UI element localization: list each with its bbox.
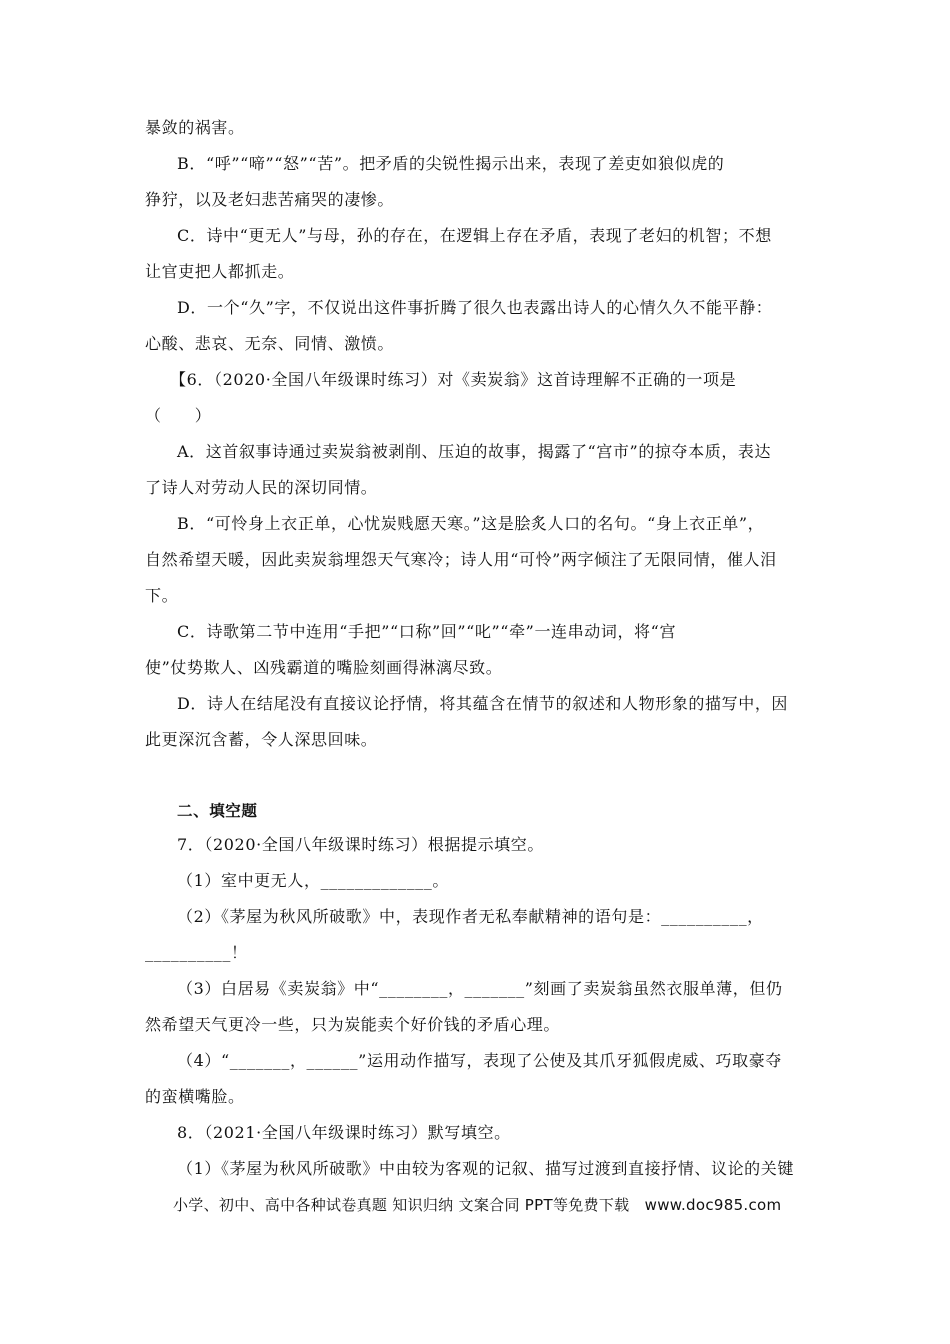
q6-option-d-line1: D．诗人在结尾没有直接议论抒情，将其蕴含在情节的叙述和人物形象的描写中，因 — [177, 694, 789, 713]
q6-option-b-line1: B．“可怜身上衣正单，心忧炭贱愿天寒。”这是脍炙人口的名句。“身上衣正单”， — [177, 514, 765, 533]
q7-part2-line2: __________！ — [145, 943, 248, 962]
q6-option-c-line2: 使”仗势欺人、凶残霸道的嘴脸刻画得淋漓尽致。 — [145, 658, 503, 677]
q5-option-d-line1: D．一个“久”字，不仅说出这件事折腾了很久也表露出诗人的心情久久不能平静： — [177, 298, 773, 317]
q7-part3-line1: （3）白居易《卖炭翁》中“________，_______”刻画了卖炭翁虽然衣服单薄，但仍 — [177, 979, 783, 998]
q7-part1: （1）室中更无人，_____________。 — [177, 871, 449, 890]
q6-option-a-line1: A．这首叙事诗通过卖炭翁被剥削、压迫的故事，揭露了“宫市”的掠夺本质，表达 — [177, 442, 772, 461]
q7-stem: 7．（2020·全国八年级课时练习）根据提示填空。 — [177, 835, 544, 854]
q5-tail: 暴敛的祸害。 — [145, 118, 245, 137]
q6-option-b-line3: 下。 — [145, 586, 179, 605]
q5-option-c-line1: C．诗中“更无人”与母，孙的存在，在逻辑上存在矛盾，表现了老妇的机智；不想 — [177, 226, 772, 245]
q6-option-b-line2: 自然希望天暖，因此卖炭翁埋怨天气寒冷；诗人用“可怜”两字倾注了无限同情，催人泪 — [145, 550, 777, 569]
footer-banner: 小学、初中、高中各种试卷真题 知识归纳 文案合同 PPT等免费下载 www.doc985.com — [173, 1196, 782, 1214]
q7-part4-line1: （4）“_______，______”运用动作描写，表现了公使及其爪牙狐假虎威、巧取豪夺 — [177, 1051, 782, 1070]
q7-part2-line1: （2）《茅屋为秋风所破歌》中，表现作者无私奉献精神的语句是：__________， — [177, 907, 764, 926]
q8-part1: （1）《茅屋为秋风所破歌》中由较为客观的记叙、描写过渡到直接抒情、议论的关键 — [177, 1159, 794, 1178]
q8-stem: 8．（2021·全国八年级课时练习）默写填空。 — [177, 1123, 511, 1142]
q5-option-d-line2: 心酸、悲哀、无奈、同情、激愤。 — [145, 334, 395, 353]
q7-part4-line2: 的蛮横嘴脸。 — [145, 1087, 245, 1106]
q6-option-c-line1: C．诗歌第二节中连用“手把”“口称”回”“叱”“牵”一连串动词，将“宫 — [177, 622, 677, 641]
q6-option-d-line2: 此更深沉含蓄，令人深思回味。 — [145, 730, 378, 749]
q5-option-b-line1: B．“呼”“啼”“怒”“苦”。把矛盾的尖锐性揭示出来，表现了差吏如狼似虎的 — [177, 154, 725, 173]
q6-option-a-line2: 了诗人对劳动人民的深切同情。 — [145, 478, 378, 497]
q6-stem: 【6．（2020·全国八年级课时练习）对《卖炭翁》这首诗理解不正确的一项是 — [170, 370, 737, 389]
q7-part3-line2: 然希望天气更冷一些，只为炭能卖个好价钱的矛盾心理。 — [145, 1015, 561, 1034]
q5-option-c-line2: 让官吏把人都抓走。 — [145, 262, 295, 281]
q5-option-b-line2: 狰狞，以及老妇悲苦痛哭的凄惨。 — [145, 190, 395, 209]
section-title-fill-in: 二、填空题 — [177, 802, 258, 820]
q6-answer-blank: （ ） — [145, 406, 212, 425]
